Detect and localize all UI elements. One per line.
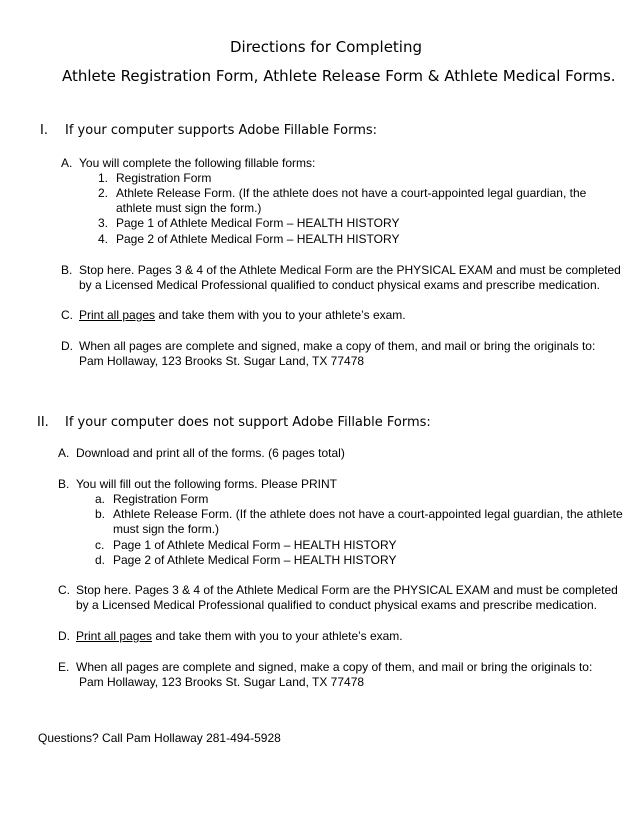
page-title: Directions for Completing: [230, 38, 422, 56]
section-1-B-marker: B.: [61, 263, 73, 277]
section-1-B-line2: by a Licensed Medical Professional qualified to conduct physical exams and prescribe medication.: [79, 278, 600, 292]
list-item: Athlete Release Form. (If the athlete does not have a court-appointed legal guardian, the: [116, 186, 587, 200]
list-item: Page 1 of Athlete Medical Form – HEALTH HISTORY: [116, 216, 400, 230]
section-2-A-text: Download and print all of the forms. (6 pages total): [76, 446, 345, 460]
mailing-address: Pam Hollaway, 123 Brooks St. Sugar Land, TX 77478: [79, 675, 365, 689]
list-item-marker: d.: [95, 553, 106, 567]
list-item-marker: 3.: [98, 216, 109, 230]
section-1-C-rest: and take them with you to your athlete’s exam.: [155, 308, 406, 322]
section-1-heading: If your computer supports Adobe Fillable Forms:: [65, 123, 378, 138]
section-2-heading: If your computer does not support Adobe Fillable Forms:: [65, 415, 431, 430]
section-2-E-line1: When all pages are complete and signed, make a copy of them, and mail or bring the originals to:: [76, 660, 593, 674]
section-1-D-marker: D.: [61, 339, 73, 353]
section-1-D-line1: When all pages are complete and signed, make a copy of them, and mail or bring the originals to:: [79, 339, 596, 353]
section-1-A-text: You will complete the following fillable forms:: [79, 156, 316, 170]
section-2-E-marker: E.: [58, 660, 70, 674]
section-1-C-text: [79, 308, 406, 323]
section-2-D-text: [76, 629, 403, 644]
list-item: Registration Form: [113, 492, 209, 506]
list-item-marker: 1.: [98, 171, 109, 185]
section-1-B-line1: Stop here. Pages 3 & 4 of the Athlete Medical Form are the PHYSICAL EXAM and must be completed: [79, 263, 621, 277]
list-item: Page 1 of Athlete Medical Form – HEALTH HISTORY: [113, 538, 397, 552]
print-all-pages-link[interactable]: Print all pages: [79, 308, 156, 322]
section-1-numeral: I.: [40, 123, 48, 138]
section-2-A-marker: A.: [58, 446, 70, 460]
mailing-address: Pam Hollaway, 123 Brooks St. Sugar Land, TX 77478: [79, 354, 365, 368]
section-2-B-marker: B.: [58, 477, 70, 491]
questions-contact: Questions? Call Pam Hollaway 281-494-5928: [38, 731, 281, 745]
list-item-continuation: athlete must sign the form.): [116, 201, 262, 215]
list-item-marker: a.: [95, 492, 106, 506]
list-item-marker: c.: [95, 538, 105, 552]
list-item: Page 2 of Athlete Medical Form – HEALTH HISTORY: [113, 553, 397, 567]
list-item-marker: 4.: [98, 232, 109, 246]
section-2-C-line1: Stop here. Pages 3 & 4 of the Athlete Medical Form are the PHYSICAL EXAM and must be completed: [76, 583, 618, 597]
print-all-pages-link[interactable]: Print all pages: [76, 629, 153, 643]
section-2-D-marker: D.: [58, 629, 70, 643]
section-2-numeral: II.: [37, 415, 49, 430]
page-subtitle: Athlete Registration Form, Athlete Release Form & Athlete Medical Forms.: [62, 67, 616, 85]
list-item-marker: b.: [95, 507, 106, 521]
list-item: Athlete Release Form. (If the athlete does not have a court-appointed legal guardian, the athlete: [113, 507, 623, 521]
section-1-A-marker: A.: [61, 156, 73, 170]
section-2-C-line2: by a Licensed Medical Professional qualified to conduct physical exams and prescribe medication.: [76, 598, 597, 612]
section-2-C-marker: C.: [58, 583, 70, 597]
section-2-B-text: You will fill out the following forms. Please PRINT: [76, 477, 337, 491]
section-1-C-marker: C.: [61, 308, 73, 322]
list-item: Page 2 of Athlete Medical Form – HEALTH HISTORY: [116, 232, 400, 246]
list-item-marker: 2.: [98, 186, 109, 200]
section-2-D-rest: and take them with you to your athlete’s exam.: [152, 629, 403, 643]
list-item-continuation: must sign the form.): [113, 522, 220, 536]
list-item: Registration Form: [116, 171, 212, 185]
